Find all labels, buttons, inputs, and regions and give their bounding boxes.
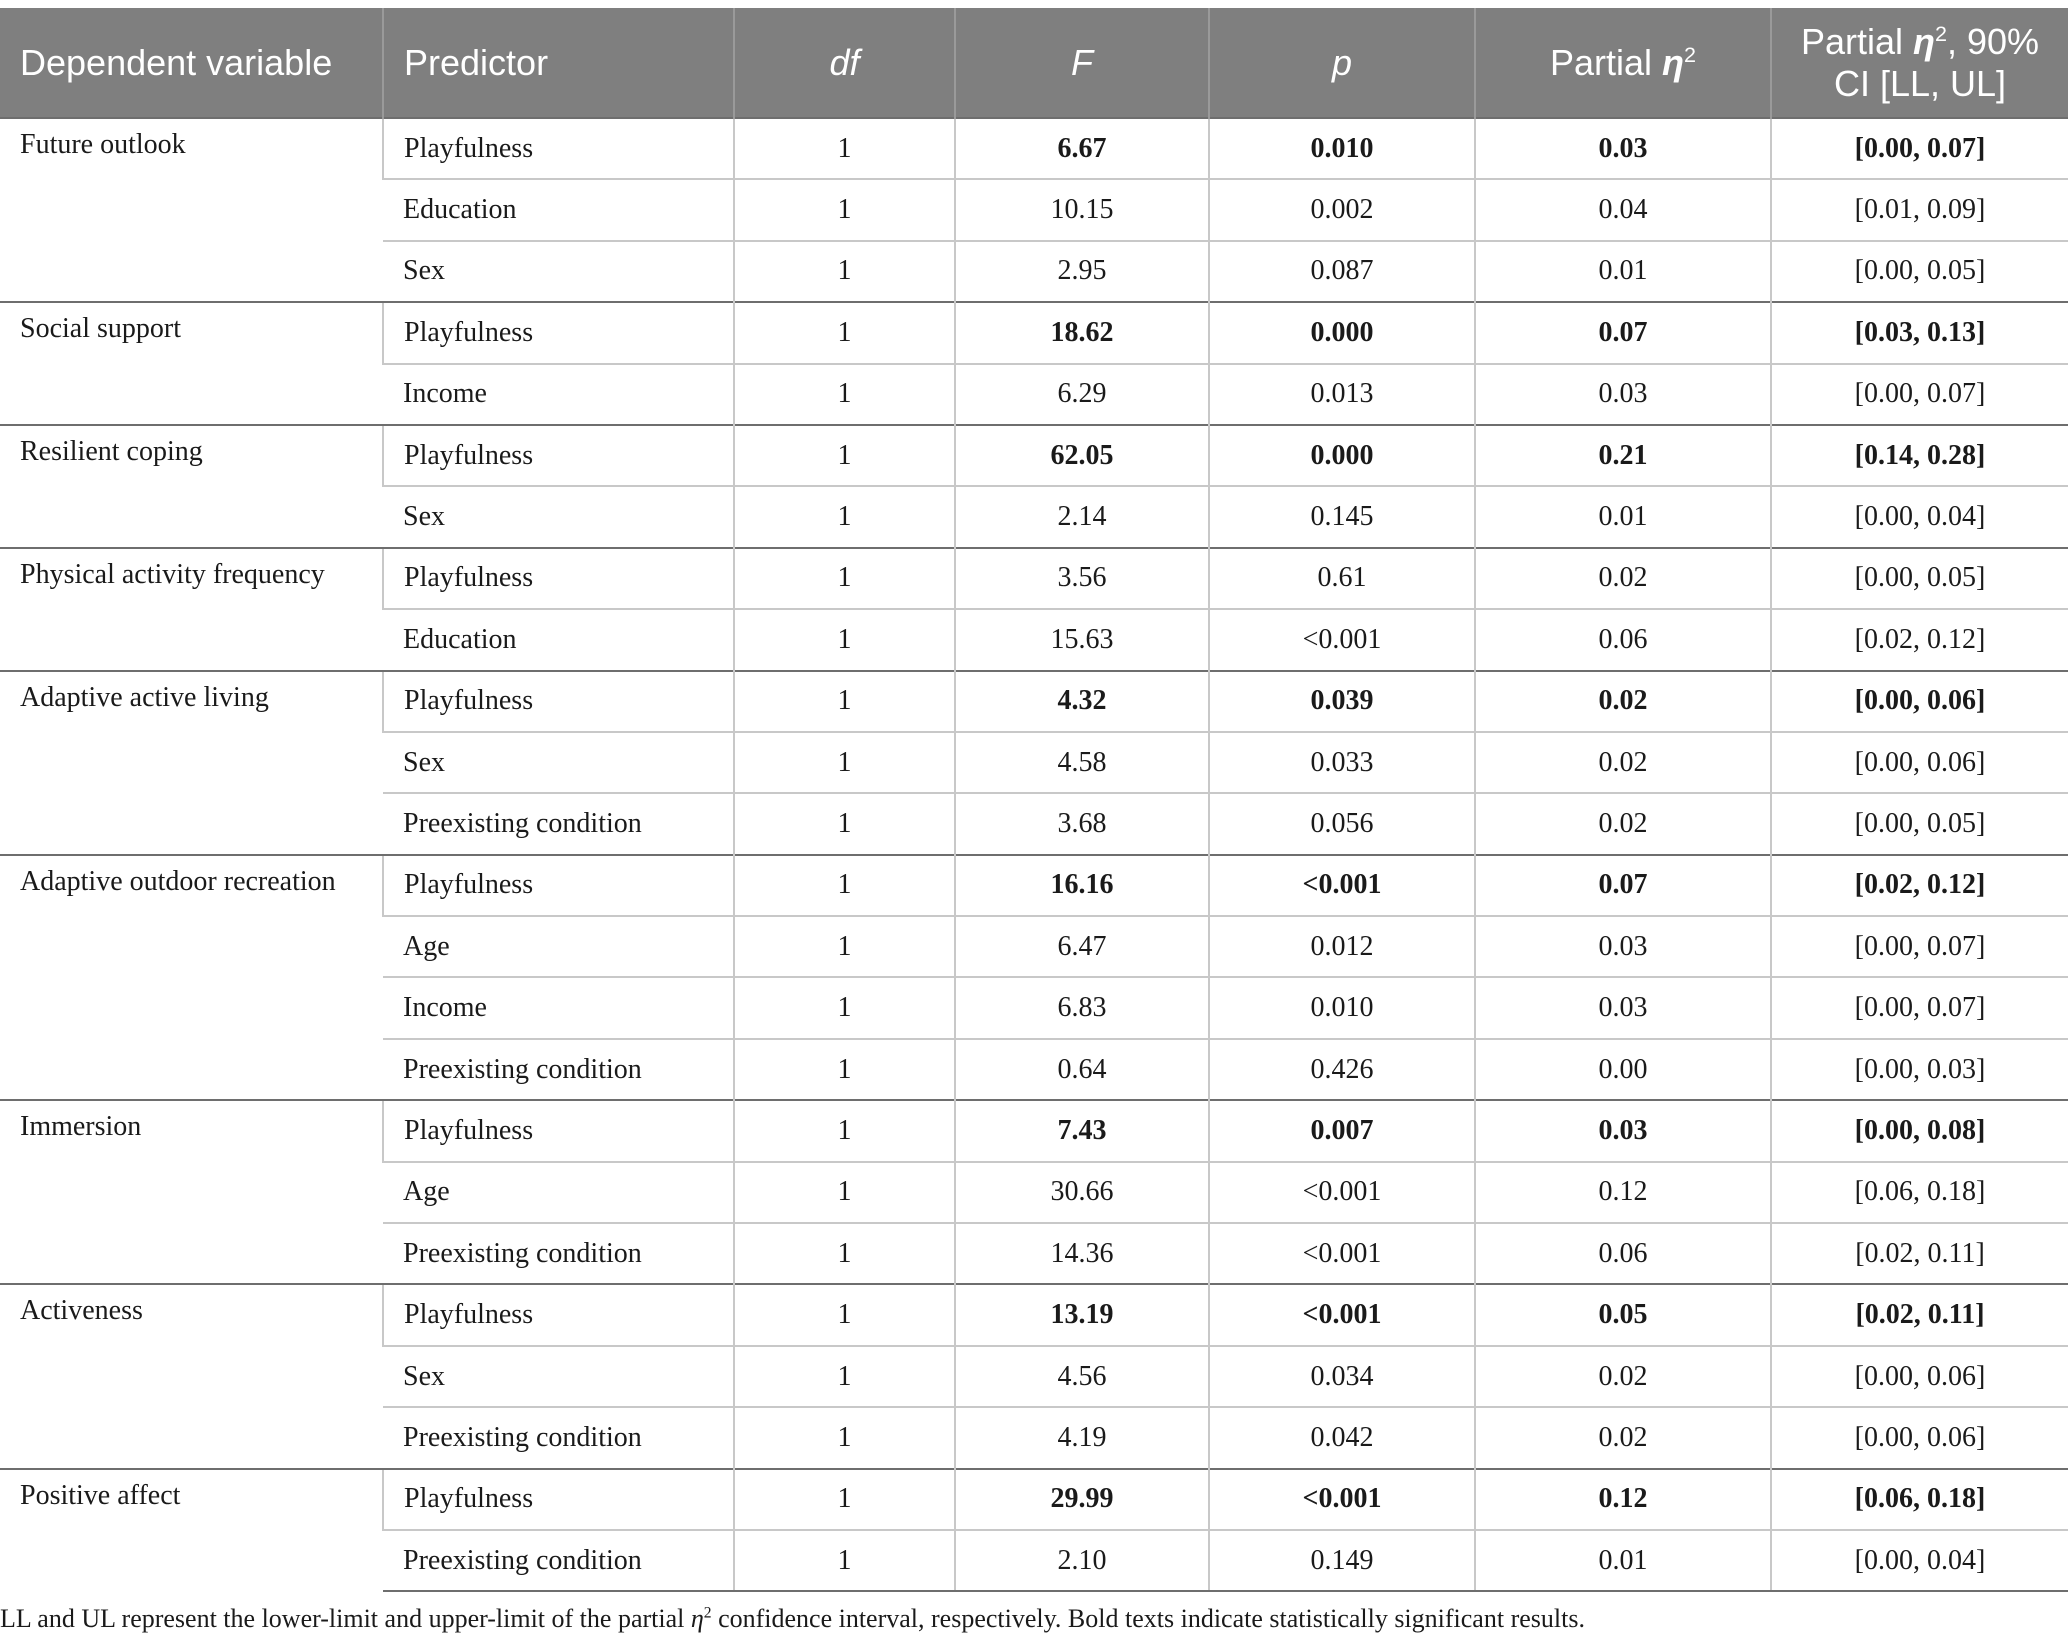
header-f: F [955, 8, 1209, 118]
f-value-cell: 7.43 [955, 1100, 1209, 1161]
df-cell: 1 [734, 241, 955, 302]
predictor-cell: Education [383, 179, 734, 240]
table-row [0, 1469, 2068, 1530]
partial-eta-cell: 0.07 [1475, 302, 1771, 363]
footnote-text-after: confidence interval, respectively. Bold texts indicate statistically significant results. [711, 1604, 1585, 1633]
df-cell: 1 [734, 1223, 955, 1284]
dependent-variable-cell: Resilient coping [0, 425, 383, 548]
partial-eta-cell: 0.07 [1475, 855, 1771, 916]
df-cell: 1 [734, 1100, 955, 1161]
f-value-cell: 4.56 [955, 1346, 1209, 1407]
header-ci-label: Partial [1800, 20, 1913, 62]
partial-eta-cell: 0.03 [1475, 1100, 1771, 1161]
p-value-cell: <0.001 [1209, 1223, 1475, 1284]
df-cell: 1 [734, 671, 955, 732]
ci-cell: [0.00, 0.06] [1771, 732, 2068, 793]
predictor-cell: Playfulness [383, 548, 734, 609]
ci-cell: [0.00, 0.07] [1771, 916, 2068, 977]
partial-eta-cell: 0.02 [1475, 1407, 1771, 1468]
p-value-cell: 0.426 [1209, 1039, 1475, 1100]
f-value-cell: 16.16 [955, 855, 1209, 916]
f-value-cell: 13.19 [955, 1284, 1209, 1345]
df-cell: 1 [734, 977, 955, 1038]
df-cell: 1 [734, 118, 955, 179]
predictor-cell: Preexisting condition [383, 1407, 734, 1468]
p-value-cell: 0.056 [1209, 793, 1475, 854]
partial-eta-cell: 0.02 [1475, 671, 1771, 732]
df-cell: 1 [734, 179, 955, 240]
p-value-cell: <0.001 [1209, 1469, 1475, 1530]
p-value-cell: <0.001 [1209, 855, 1475, 916]
dependent-variable-cell: Activeness [0, 1284, 383, 1468]
predictor-cell: Playfulness [383, 425, 734, 486]
p-value-cell: 0.087 [1209, 241, 1475, 302]
predictor-cell: Preexisting condition [383, 1530, 734, 1591]
footnote-eta-superscript: 2 [703, 1604, 712, 1622]
partial-eta-cell: 0.12 [1475, 1162, 1771, 1223]
predictor-cell: Playfulness [383, 118, 734, 179]
header-eta-symbol: η [1662, 41, 1685, 83]
p-value-cell: 0.61 [1209, 548, 1475, 609]
p-value-cell: 0.033 [1209, 732, 1475, 793]
table-footnote [0, 1602, 1585, 1636]
partial-eta-cell: 0.02 [1475, 793, 1771, 854]
partial-eta-cell: 0.06 [1475, 1223, 1771, 1284]
ci-cell: [0.02, 0.11] [1771, 1284, 2068, 1345]
partial-eta-cell: 0.02 [1475, 1346, 1771, 1407]
p-value-cell: 0.000 [1209, 425, 1475, 486]
predictor-cell: Sex [383, 241, 734, 302]
header-eta-superscript: 2 [1684, 41, 1697, 67]
table-row [0, 671, 2068, 732]
df-cell: 1 [734, 793, 955, 854]
ci-cell: [0.06, 0.18] [1771, 1469, 2068, 1530]
ci-cell: [0.00, 0.04] [1771, 486, 2068, 547]
header-df: df [734, 8, 955, 118]
df-cell: 1 [734, 1039, 955, 1100]
f-value-cell: 3.56 [955, 548, 1209, 609]
partial-eta-cell: 0.03 [1475, 118, 1771, 179]
f-value-cell: 4.19 [955, 1407, 1209, 1468]
partial-eta-cell: 0.06 [1475, 609, 1771, 670]
df-cell: 1 [734, 1162, 955, 1223]
partial-eta-cell: 0.02 [1475, 732, 1771, 793]
df-cell: 1 [734, 732, 955, 793]
p-value-cell: 0.010 [1209, 118, 1475, 179]
ci-cell: [0.02, 0.11] [1771, 1223, 2068, 1284]
header-partial-eta-label: Partial [1549, 41, 1663, 83]
p-value-cell: 0.007 [1209, 1100, 1475, 1161]
ci-cell: [0.00, 0.05] [1771, 548, 2068, 609]
ci-cell: [0.01, 0.09] [1771, 179, 2068, 240]
df-cell: 1 [734, 486, 955, 547]
p-value-cell: 0.012 [1209, 916, 1475, 977]
df-cell: 1 [734, 1407, 955, 1468]
partial-eta-cell: 0.02 [1475, 548, 1771, 609]
partial-eta-cell: 0.01 [1475, 241, 1771, 302]
partial-eta-cell: 0.01 [1475, 486, 1771, 547]
header-ci-rest: , 90% CI [LL, UL] [1833, 20, 2040, 104]
predictor-cell: Playfulness [383, 302, 734, 363]
f-value-cell: 0.64 [955, 1039, 1209, 1100]
predictor-cell: Sex [383, 1346, 734, 1407]
ci-cell: [0.00, 0.06] [1771, 671, 2068, 732]
predictor-cell: Playfulness [383, 1284, 734, 1345]
table-row [0, 1100, 2068, 1161]
partial-eta-cell: 0.12 [1475, 1469, 1771, 1530]
f-value-cell: 15.63 [955, 609, 1209, 670]
ci-cell: [0.00, 0.06] [1771, 1346, 2068, 1407]
predictor-cell: Income [383, 364, 734, 425]
f-value-cell: 6.67 [955, 118, 1209, 179]
df-cell: 1 [734, 364, 955, 425]
predictor-cell: Age [383, 1162, 734, 1223]
table-row [0, 548, 2068, 609]
partial-eta-cell: 0.01 [1475, 1530, 1771, 1591]
predictor-cell: Education [383, 609, 734, 670]
f-value-cell: 6.47 [955, 916, 1209, 977]
df-cell: 1 [734, 1530, 955, 1591]
footnote-text-before: LL and UL represent the lower-limit and upper-limit of the partial [0, 1604, 691, 1633]
table-body [0, 118, 2068, 1591]
results-table [0, 8, 2068, 1592]
table-row [0, 118, 2068, 179]
f-value-cell: 4.32 [955, 671, 1209, 732]
df-cell: 1 [734, 855, 955, 916]
header-ci-eta-symbol: η [1912, 20, 1935, 62]
table-row [0, 425, 2068, 486]
predictor-cell: Income [383, 977, 734, 1038]
p-value-cell: 0.039 [1209, 671, 1475, 732]
predictor-cell: Preexisting condition [383, 1039, 734, 1100]
ci-cell: [0.00, 0.07] [1771, 118, 2068, 179]
ci-cell: [0.00, 0.07] [1771, 364, 2068, 425]
f-value-cell: 2.14 [955, 486, 1209, 547]
header-ci-eta-superscript: 2 [1934, 20, 1947, 46]
f-value-cell: 62.05 [955, 425, 1209, 486]
header-dependent-variable: Dependent variable [0, 8, 383, 118]
p-value-cell: 0.042 [1209, 1407, 1475, 1468]
ci-cell: [0.00, 0.06] [1771, 1407, 2068, 1468]
dependent-variable-cell: Physical activity frequency [0, 548, 383, 671]
df-cell: 1 [734, 1469, 955, 1530]
df-cell: 1 [734, 302, 955, 363]
footnote-eta-symbol: η [690, 1604, 704, 1633]
df-cell: 1 [734, 916, 955, 977]
f-value-cell: 14.36 [955, 1223, 1209, 1284]
ci-cell: [0.03, 0.13] [1771, 302, 2068, 363]
f-value-cell: 10.15 [955, 179, 1209, 240]
ci-cell: [0.14, 0.28] [1771, 425, 2068, 486]
dependent-variable-cell: Adaptive outdoor recreation [0, 855, 383, 1101]
f-value-cell: 30.66 [955, 1162, 1209, 1223]
f-value-cell: 2.10 [955, 1530, 1209, 1591]
ci-cell: [0.00, 0.05] [1771, 241, 2068, 302]
ci-cell: [0.00, 0.04] [1771, 1530, 2068, 1591]
partial-eta-cell: 0.00 [1475, 1039, 1771, 1100]
p-value-cell: 0.002 [1209, 179, 1475, 240]
partial-eta-cell: 0.03 [1475, 364, 1771, 425]
dependent-variable-cell: Future outlook [0, 118, 383, 302]
predictor-cell: Playfulness [383, 1100, 734, 1161]
predictor-cell: Playfulness [383, 1469, 734, 1530]
dependent-variable-cell: Social support [0, 302, 383, 425]
ci-cell: [0.06, 0.18] [1771, 1162, 2068, 1223]
partial-eta-cell: 0.05 [1475, 1284, 1771, 1345]
dependent-variable-cell: Immersion [0, 1100, 383, 1284]
partial-eta-cell: 0.03 [1475, 916, 1771, 977]
df-cell: 1 [734, 548, 955, 609]
dependent-variable-cell: Adaptive active living [0, 671, 383, 855]
header-row [0, 8, 2068, 118]
p-value-cell: 0.145 [1209, 486, 1475, 547]
f-value-cell: 3.68 [955, 793, 1209, 854]
p-value-cell: 0.000 [1209, 302, 1475, 363]
p-value-cell: 0.013 [1209, 364, 1475, 425]
header-partial-eta-ci [1771, 8, 2068, 118]
p-value-cell: <0.001 [1209, 1284, 1475, 1345]
ci-cell: [0.00, 0.03] [1771, 1039, 2068, 1100]
ci-cell: [0.02, 0.12] [1771, 609, 2068, 670]
predictor-cell: Sex [383, 732, 734, 793]
f-value-cell: 29.99 [955, 1469, 1209, 1530]
p-value-cell: 0.034 [1209, 1346, 1475, 1407]
f-value-cell: 2.95 [955, 241, 1209, 302]
f-value-cell: 18.62 [955, 302, 1209, 363]
predictor-cell: Preexisting condition [383, 1223, 734, 1284]
df-cell: 1 [734, 425, 955, 486]
dependent-variable-cell: Positive affect [0, 1469, 383, 1592]
ci-cell: [0.02, 0.12] [1771, 855, 2068, 916]
partial-eta-cell: 0.03 [1475, 977, 1771, 1038]
predictor-cell: Sex [383, 486, 734, 547]
df-cell: 1 [734, 1284, 955, 1345]
predictor-cell: Age [383, 916, 734, 977]
df-cell: 1 [734, 609, 955, 670]
table-row [0, 855, 2068, 916]
header-partial-eta [1475, 8, 1771, 118]
predictor-cell: Playfulness [383, 855, 734, 916]
p-value-cell: <0.001 [1209, 609, 1475, 670]
f-value-cell: 6.29 [955, 364, 1209, 425]
predictor-cell: Preexisting condition [383, 793, 734, 854]
f-value-cell: 6.83 [955, 977, 1209, 1038]
table-row [0, 1284, 2068, 1345]
partial-eta-cell: 0.04 [1475, 179, 1771, 240]
p-value-cell: 0.149 [1209, 1530, 1475, 1591]
df-cell: 1 [734, 1346, 955, 1407]
ci-cell: [0.00, 0.08] [1771, 1100, 2068, 1161]
ci-cell: [0.00, 0.07] [1771, 977, 2068, 1038]
header-p: p [1209, 8, 1475, 118]
p-value-cell: <0.001 [1209, 1162, 1475, 1223]
predictor-cell: Playfulness [383, 671, 734, 732]
table-row [0, 302, 2068, 363]
ci-cell: [0.00, 0.05] [1771, 793, 2068, 854]
partial-eta-cell: 0.21 [1475, 425, 1771, 486]
p-value-cell: 0.010 [1209, 977, 1475, 1038]
f-value-cell: 4.58 [955, 732, 1209, 793]
header-predictor: Predictor [383, 8, 734, 118]
